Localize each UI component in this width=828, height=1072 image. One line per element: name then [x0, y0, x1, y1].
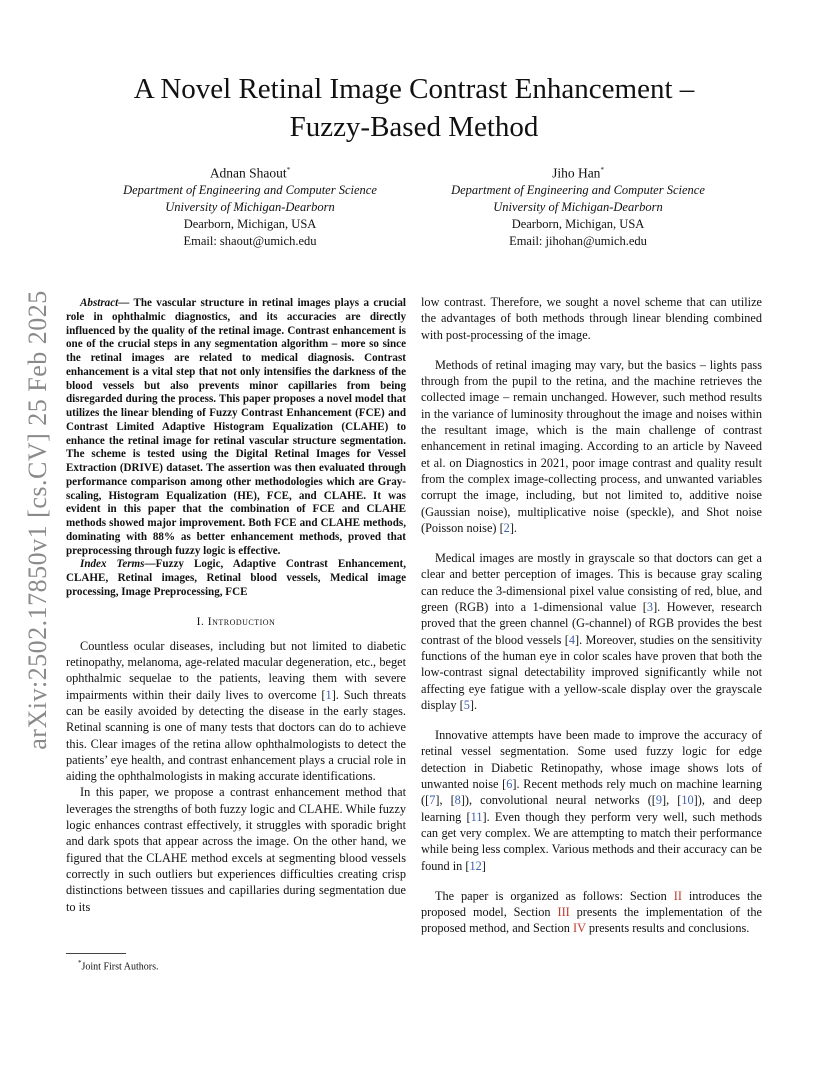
text-run: ].: [509, 520, 517, 535]
text-run: ]. However, research proved that the green channel (G-channel) of RGB provides the best contrast of the blood vessels [: [421, 600, 762, 647]
section-link[interactable]: II: [673, 888, 682, 903]
right-column: [421, 294, 762, 937]
author-mark: *: [600, 166, 604, 174]
index-terms: [66, 558, 406, 599]
title-line-1: A Novel Retinal Image Contrast Enhancement –: [133, 73, 695, 105]
text-run: Medical images are mostly in grayscale so that doctors can get a clear and better perception of images. This is because gray scaling can reduce the 3-dimensional pixel value consisting of red, blue, and green (RGB) into a 1-dimensional value [: [421, 551, 762, 615]
author-email[interactable]: Email: jihohan@umich.edu: [509, 233, 647, 248]
section-title: Introduction: [207, 615, 276, 628]
abstract: [66, 297, 406, 558]
paragraph-continued: low contrast. Therefore, we sought a novel scheme that can utilize the advantages of both methods through linear blending combined with post-processing of the image.: [421, 295, 762, 342]
citation-link[interactable]: 1: [325, 687, 332, 702]
title-line-2: Fuzzy-Based Method: [289, 111, 539, 143]
citation-link[interactable]: 5: [463, 697, 470, 712]
text-run: ]), and deep learning [: [421, 793, 762, 824]
abstract-lead: Abstract—: [80, 297, 130, 309]
section-number: I.: [196, 615, 208, 628]
intro-paragraph-2: In this paper, we propose a contrast enhancement method that leverages the strengths of both fuzzy logic and CLAHE. While fuzzy logic enhances contrast effectively, it struggles with sporadic bright and dark spots that appear across the image. On the other hand, we figured that the CLAHE method excels at segmenting blood vessels correctly in such outliers but experiences difficulties creating crisp distinctions between tissues and capillaries during segmentation due to its: [66, 785, 406, 914]
section-link[interactable]: IV: [572, 921, 586, 936]
author-univ: University of Michigan-Dearborn: [493, 199, 663, 214]
index-terms-text: —Fuzzy Logic, Adaptive Contrast Enhancement, CLAHE, Retinal images, Retinal blood vessels, Medical image processing, Image Preprocessing, FCE: [66, 558, 406, 598]
intro-paragraph-1: [66, 638, 406, 785]
section-link[interactable]: III: [557, 905, 570, 920]
text-run: Innovative attempts have been made to improve the accuracy of retinal vessel segmentation. Some used fuzzy logic for edge detection in Diabetic Retinopathy, whose image shows lots of unwanted noise [: [421, 728, 762, 792]
text-run: ]. Even though they perform very well, such methods can get very complex. We are attempting to match their performance while being less complex. Various methods and their accuracy can be found in [: [421, 809, 762, 873]
footnote: [78, 959, 158, 972]
text-run: presents the implementation of the proposed method, and Section: [421, 905, 763, 936]
author-block-1: [100, 162, 400, 250]
text-run: ], [: [662, 793, 682, 808]
paragraph-imaging-methods: [421, 357, 762, 536]
text-run: ]: [481, 858, 486, 873]
author-univ: University of Michigan-Dearborn: [165, 199, 335, 214]
text-run: Countless ocular diseases, including but not limited to diabetic retinopathy, melanoma, age-related macular degeneration, etc., beget ophthalmic sequelae to the patients, leaving them with severe impairments within their daily lives to overcome [: [66, 638, 406, 702]
abstract-text: The vascular structure in retinal images plays a crucial role in ophthalmic diagnostics, and its accuracies are directly influenced by the quality of the retinal image. Contrast enhancement is one of the crucial steps in any segmentation algorithm – more so since the retinal images are related to medical diagnosis. Contrast enhancement is a vital step that not only intensifies the darkness of the blood vessels but also prevents minor capillaries from being disregarded during the process. This paper proposes a novel model that utilizes the linear blending of Fuzzy Contrast Enhancement (FCE) and Contrast Limited Adaptive Histogram Equalization (CLAHE) to enhance the retinal image for retinal vascular structure segmentation. The scheme is tested using the Digital Retinal Images for Vessel Extraction (DRIVE) dataset. The assertion was then evaluated through performance comparison among other methodologies which are Gray-scaling, Histogram Equalization (HE), FCE, and CLAHE. It was evident in this paper that the combination of FCE and CLAHE methods showed major improvement. Both FCE and CLAHE methods, dominating with 88% as better enhancement methods, proved that preprocessing through fuzzy logic is effective.: [66, 297, 406, 557]
citation-link[interactable]: 9: [655, 793, 663, 808]
left-column: [66, 297, 406, 915]
author-city: Dearborn, Michigan, USA: [183, 216, 317, 231]
text-run: ]), convolutional neural networks ([: [460, 793, 656, 808]
text-run: presents results and conclusions.: [585, 921, 750, 936]
paragraph-organization: [421, 888, 762, 937]
text-run: Methods of retinal imaging may vary, but the basics – lights pass through from the pupil to the retina, and the machine retrieves the collected image – remain unchanged. However, such method results in the variance of luminosity throughout the image and noises within the resultant image, which is the main challenge of contrast enhancement in retinal imaging. According to an article by Naveed et al. on Diagnostics in 2021, poor image contrast and quality result from the complex image-collecting process, and unwanted variables corrupt the image, including, but not limited to, additive noise (Gaussian noise), multiplicative noise (speckle), and Shot noise (Poisson noise) [: [421, 357, 762, 535]
text-run: introduces the proposed model, Section: [421, 888, 762, 920]
paper-title: [0, 70, 828, 146]
footnote-rule: [66, 953, 126, 954]
text-run: ]. Moreover, studies on the sensitivity functions of the human eye in color scales have proven that both the low-contrast signal detectability improved significantly while not affecting eye fatigue with a yellow-scale display over the grayscale display [: [421, 632, 762, 712]
citation-link[interactable]: 2: [503, 520, 510, 535]
section-heading: [66, 614, 406, 630]
citation-link[interactable]: 6: [506, 777, 513, 792]
citation-link[interactable]: 12: [469, 858, 482, 873]
index-terms-lead: Index Terms: [80, 558, 145, 571]
author-email[interactable]: Email: shaout@umich.edu: [183, 233, 317, 248]
arxiv-stamp-text: arXiv:2502.17850v1 [cs.CV] 25 Feb 2025: [23, 290, 52, 750]
text-run: ], [: [435, 793, 455, 808]
author-dept: Department of Engineering and Computer Science: [123, 182, 377, 197]
author-mark: *: [286, 166, 291, 174]
citation-link[interactable]: 3: [646, 600, 654, 615]
citation-link[interactable]: 8: [454, 793, 461, 808]
text-run: The paper is organized as follows: Section: [435, 888, 674, 903]
paragraph-grayscale: [421, 550, 762, 713]
author-block-2: [428, 162, 728, 250]
author-dept: Department of Engineering and Computer Science: [451, 182, 705, 197]
text-run: ].: [469, 697, 478, 712]
author-name: Adnan Shaout: [209, 165, 287, 181]
text-run: ]. Recent methods rely much on machine learning ([: [421, 777, 762, 808]
citation-link[interactable]: 7: [429, 793, 436, 808]
author-city: Dearborn, Michigan, USA: [511, 216, 645, 231]
paragraph-prior-work: [421, 727, 762, 874]
citation-link[interactable]: 10: [681, 793, 694, 808]
citation-link[interactable]: 4: [568, 632, 575, 647]
author-name: Jiho Han: [552, 165, 601, 181]
footnote-mark: *: [78, 959, 82, 967]
footnote-text: Joint First Authors.: [81, 961, 159, 973]
citation-link[interactable]: 11: [470, 809, 483, 824]
text-run: ]. Such threats can be easily avoided by detecting the disease in the early stages. Retinal scanning is one of many tests that doctors can do to achieve this. Clear images of the retina allow ophthalmologists to detect the patients’ eye health, and contrast enhancement plays a crucial role in aiding the ophthalmologists in making accurate identifications.: [66, 687, 406, 784]
